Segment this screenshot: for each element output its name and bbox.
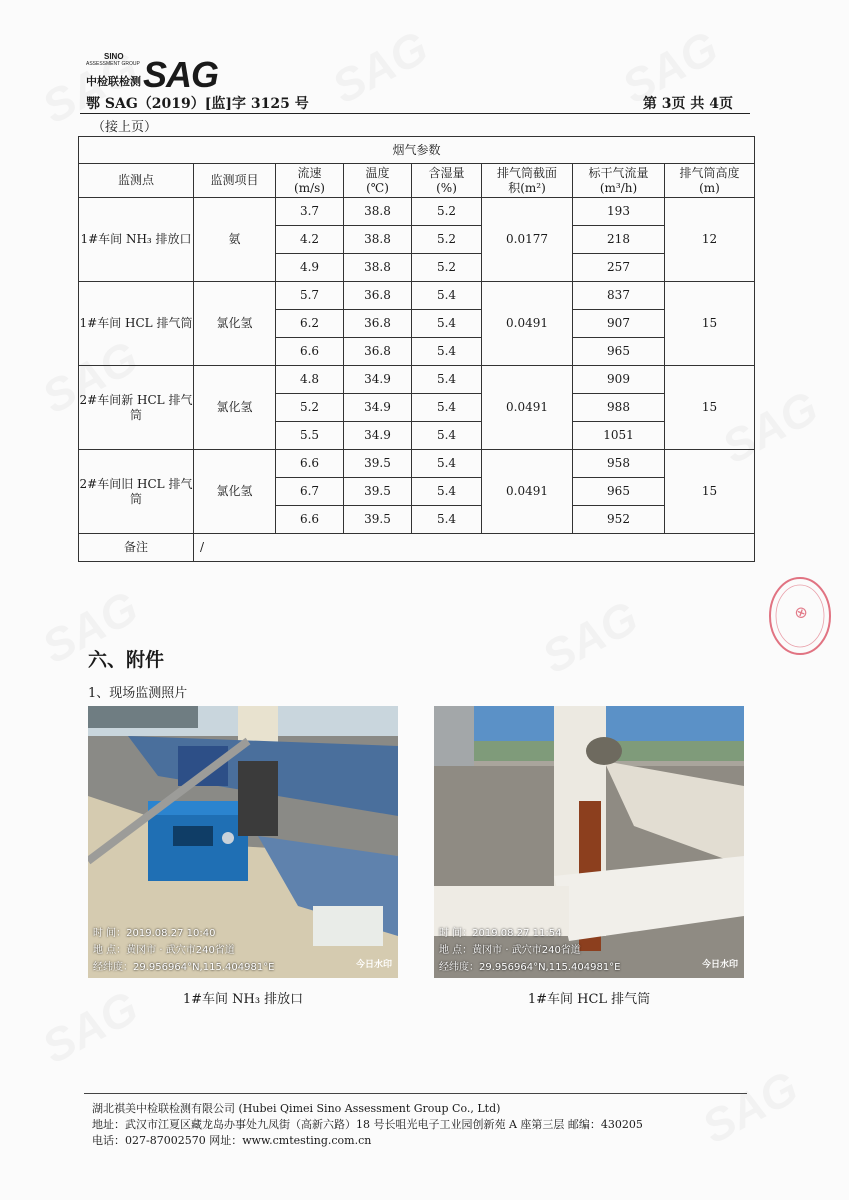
section-title: 六、附件 bbox=[88, 649, 165, 671]
cell-speed: 6.2 bbox=[276, 310, 344, 338]
photo-1-caption: 1#车间 NH₃ 排放口 bbox=[182, 992, 304, 1007]
cell-flow: 965 bbox=[573, 478, 665, 506]
cell-flow: 958 bbox=[573, 450, 665, 478]
footer-company: 湖北祺美中检联检测有限公司 (Hubei Qimei Sino Assessment Group Co., Ltd) bbox=[92, 1102, 501, 1115]
cell-flow: 952 bbox=[573, 506, 665, 534]
cell-temperature: 38.8 bbox=[344, 198, 412, 226]
cell-area: 0.0491 bbox=[482, 282, 573, 366]
company-logo bbox=[86, 52, 219, 95]
cell-height: 15 bbox=[665, 282, 755, 366]
cell-area: 0.0491 bbox=[482, 450, 573, 534]
photo-2-watermark: 今日水印 bbox=[701, 960, 738, 970]
footer-contact: 电话：027-87002570 网址：www.cmtesting.com.cn bbox=[92, 1134, 372, 1147]
table-row bbox=[79, 450, 755, 478]
continued-note: （接上页） bbox=[92, 120, 158, 135]
cell-flow: 257 bbox=[573, 254, 665, 282]
cell-flow: 1051 bbox=[573, 422, 665, 450]
cell-moisture: 5.4 bbox=[412, 338, 482, 366]
cell-temperature: 34.9 bbox=[344, 366, 412, 394]
cell-temperature: 36.8 bbox=[344, 310, 412, 338]
cell-temperature: 39.5 bbox=[344, 506, 412, 534]
page-number: 第 3页 共 4页 bbox=[642, 96, 733, 112]
cell-temperature: 34.9 bbox=[344, 394, 412, 422]
cell-moisture: 5.2 bbox=[412, 198, 482, 226]
cell-moisture: 5.2 bbox=[412, 226, 482, 254]
monitoring-point: 2#车间旧 HCL 排气筒 bbox=[79, 450, 194, 534]
cell-flow: 907 bbox=[573, 310, 665, 338]
monitoring-point: 1#车间 HCL 排气筒 bbox=[79, 282, 194, 366]
cell-height: 15 bbox=[665, 450, 755, 534]
table-row bbox=[79, 198, 755, 226]
cell-moisture: 5.4 bbox=[412, 478, 482, 506]
cell-moisture: 5.4 bbox=[412, 366, 482, 394]
cell-temperature: 39.5 bbox=[344, 450, 412, 478]
photo-2-time: 时 间：2019.08.27 11:54 bbox=[439, 928, 562, 939]
cell-speed: 5.2 bbox=[276, 394, 344, 422]
remark-value: / bbox=[194, 534, 755, 562]
cell-speed: 6.6 bbox=[276, 506, 344, 534]
cell-temperature: 38.8 bbox=[344, 226, 412, 254]
logo-sag: SAG bbox=[143, 54, 219, 95]
footer-divider bbox=[84, 1093, 747, 1094]
logo-cn: 中检联检测 bbox=[86, 75, 141, 88]
cell-speed: 4.8 bbox=[276, 366, 344, 394]
cell-flow: 218 bbox=[573, 226, 665, 254]
monitoring-item: 氨 bbox=[194, 198, 276, 282]
cell-area: 0.0177 bbox=[482, 198, 573, 282]
svg-text:⊕: ⊕ bbox=[789, 603, 812, 623]
cell-flow: 965 bbox=[573, 338, 665, 366]
table-row bbox=[79, 366, 755, 394]
photo-1-watermark: 今日水印 bbox=[355, 960, 392, 970]
cell-moisture: 5.4 bbox=[412, 310, 482, 338]
logo-sino: SINO bbox=[104, 52, 124, 61]
cell-flow: 909 bbox=[573, 366, 665, 394]
monitoring-point: 2#车间新 HCL 排气筒 bbox=[79, 366, 194, 450]
header-moisture: 含湿量 (%) bbox=[412, 164, 482, 198]
cell-temperature: 38.8 bbox=[344, 254, 412, 282]
table-row bbox=[79, 282, 755, 310]
cell-speed: 6.6 bbox=[276, 450, 344, 478]
header-item: 监测项目 bbox=[194, 164, 276, 198]
cell-speed: 4.2 bbox=[276, 226, 344, 254]
header-flow: 标干气流量 (m³/h) bbox=[573, 164, 665, 198]
cell-height: 15 bbox=[665, 366, 755, 450]
cell-moisture: 5.4 bbox=[412, 506, 482, 534]
cell-temperature: 39.5 bbox=[344, 478, 412, 506]
cell-speed: 4.9 bbox=[276, 254, 344, 282]
photo-2-coords: 经纬度：29.956964°N,115.404981°E bbox=[439, 962, 621, 973]
cell-speed: 6.7 bbox=[276, 478, 344, 506]
header-speed: 流速 (m/s) bbox=[276, 164, 344, 198]
monitoring-item: 氯化氢 bbox=[194, 282, 276, 366]
cell-moisture: 5.2 bbox=[412, 254, 482, 282]
subsection-title: 1、现场监测照片 bbox=[88, 686, 188, 701]
site-photo-1 bbox=[88, 706, 398, 978]
cell-speed: 5.7 bbox=[276, 282, 344, 310]
seal-stamp bbox=[756, 574, 832, 658]
cell-moisture: 5.4 bbox=[412, 422, 482, 450]
remark-label: 备注 bbox=[79, 534, 194, 562]
cell-flow: 988 bbox=[573, 394, 665, 422]
cell-flow: 193 bbox=[573, 198, 665, 226]
header-point: 监测点 bbox=[79, 164, 194, 198]
cell-moisture: 5.4 bbox=[412, 394, 482, 422]
cell-height: 12 bbox=[665, 198, 755, 282]
cell-speed: 6.6 bbox=[276, 338, 344, 366]
cell-moisture: 5.4 bbox=[412, 282, 482, 310]
site-photo-2 bbox=[434, 706, 744, 978]
photo-1-time: 时 间：2019.08.27 10:40 bbox=[93, 928, 216, 939]
table-caption: 烟气参数 bbox=[79, 137, 755, 164]
logo-group: ASSESSMENT GROUP bbox=[86, 61, 140, 67]
cell-area: 0.0491 bbox=[482, 366, 573, 450]
cell-flow: 837 bbox=[573, 282, 665, 310]
header-divider bbox=[80, 113, 750, 114]
cell-temperature: 36.8 bbox=[344, 282, 412, 310]
cell-speed: 3.7 bbox=[276, 198, 344, 226]
document-number: 鄂 SAG（2019）[监]字 3125 号 bbox=[86, 96, 309, 112]
monitoring-item: 氯化氢 bbox=[194, 366, 276, 450]
cell-speed: 5.5 bbox=[276, 422, 344, 450]
photo-1-coords: 经纬度：29.956964°N,115.404981°E bbox=[93, 962, 275, 973]
monitoring-item: 氯化氢 bbox=[194, 450, 276, 534]
photo-2-place: 地 点：黄冈市 · 武穴市240省道 bbox=[439, 945, 581, 956]
cell-temperature: 34.9 bbox=[344, 422, 412, 450]
footer-address: 地址：武汉市江夏区藏龙岛办事处九凤街（高新六路）18 号长咀光电子工业园创新苑 A 座第三层 邮编：430205 bbox=[92, 1118, 643, 1131]
header-height: 排气筒高度 (m) bbox=[665, 164, 755, 198]
monitoring-point: 1#车间 NH₃ 排放口 bbox=[79, 198, 194, 282]
photo-2-caption: 1#车间 HCL 排气筒 bbox=[527, 992, 651, 1007]
photo-1-place: 地 点：黄冈市 · 武穴市240省道 bbox=[93, 945, 235, 956]
header-area: 排气筒截面 积(m²) bbox=[482, 164, 573, 198]
cell-moisture: 5.4 bbox=[412, 450, 482, 478]
cell-temperature: 36.8 bbox=[344, 338, 412, 366]
flue-gas-table bbox=[78, 136, 755, 562]
header-temperature: 温度 (℃) bbox=[344, 164, 412, 198]
